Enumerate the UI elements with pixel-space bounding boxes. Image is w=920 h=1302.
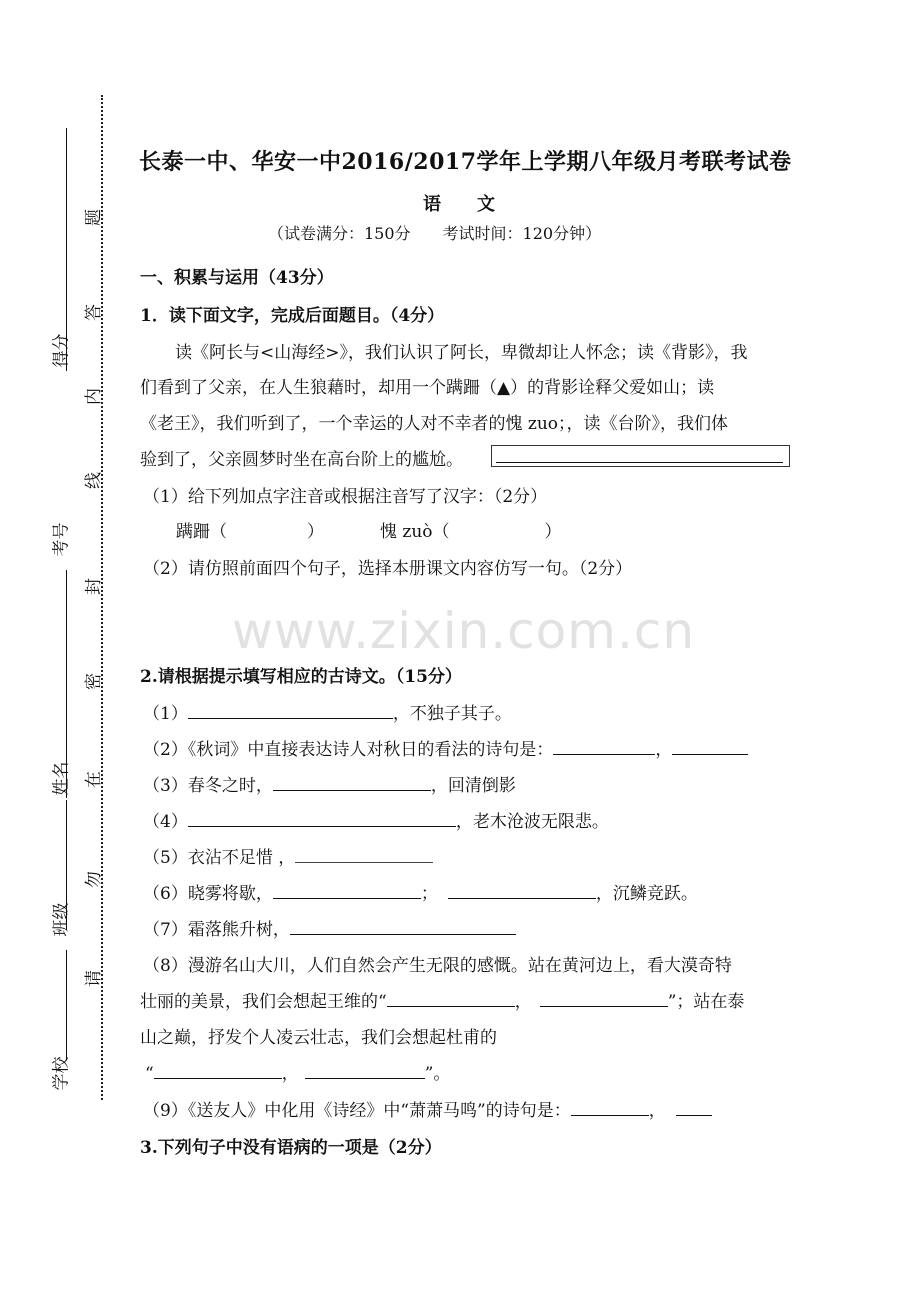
item-text: ，回清倒影 <box>430 776 516 796</box>
answer-blank[interactable] <box>154 1061 282 1079</box>
answer-blank[interactable] <box>540 989 668 1007</box>
question-1-heading: 1．读下面文字，完成后面题目。（4分） <box>140 306 445 326</box>
answer-blank[interactable] <box>290 917 516 935</box>
answer-blank[interactable] <box>188 701 393 719</box>
q2-item-5 <box>143 843 433 868</box>
pinyin-b-label: 愧 zuò（ <box>380 522 450 542</box>
watermark: www.zixin.com.cn <box>232 602 696 660</box>
seal-char: 题 <box>84 209 104 226</box>
answer-blank[interactable] <box>676 1098 712 1116</box>
item-text: ， <box>514 992 532 1012</box>
item-text: ； <box>420 884 438 904</box>
seal-char: 封 <box>84 578 104 595</box>
answer-blank[interactable] <box>571 1098 649 1116</box>
q2-item-2 <box>143 735 748 760</box>
item-text: ，不独子其子。 <box>392 704 512 724</box>
item-text: ”；站在泰 <box>667 992 745 1012</box>
q2-item-7 <box>143 915 516 940</box>
q2-item-3 <box>143 771 516 796</box>
item-text: （5）衣沾不足惜 ， <box>143 848 296 868</box>
answer-blank[interactable] <box>387 989 515 1007</box>
item-text: （2）《秋词》中直接表达诗人对秋日的看法的诗句是： <box>143 740 554 760</box>
seal-char: 密 <box>84 673 104 690</box>
answer-blank[interactable] <box>188 809 456 827</box>
question-3-heading: 3.下列句子中没有语病的一项是（2分） <box>140 1138 442 1158</box>
answer-blank[interactable] <box>305 1061 425 1079</box>
item-text: ，老木沧波无限悲。 <box>455 812 609 832</box>
q1-paragraph-line: 验到了，父亲圆梦时坐在高台阶上的尴尬。 <box>140 450 463 470</box>
q1-sub2: （2）请仿照前面四个句子，选择本册课文内容仿写一句。（2分） <box>143 559 633 579</box>
answer-blank[interactable] <box>672 737 748 755</box>
field-class: 班级 <box>51 902 72 937</box>
q1-paragraph-line: 读《阿长与<山海经>》，我们认识了阿长，卑微却让人怀念；读《背影》，我 <box>175 343 748 363</box>
item-text: （9）《送友人》中化用《诗经》中“萧萧马鸣”的诗句是： <box>143 1101 571 1121</box>
q2-item-6 <box>143 879 698 904</box>
seal-char: 勿 <box>84 871 104 888</box>
q1-sub1: （1）给下列加点字注音或根据注音写了汉字：（2分） <box>143 487 548 507</box>
q1-paragraph-line: 们看到了父亲，在人生狼藉时，却用一个蹒跚（▲）的背影诠释父爱如山；读 <box>140 378 715 398</box>
field-score: 得分 <box>51 333 72 368</box>
question-2-heading: 2.请根据提示填写相应的古诗文。（15分） <box>140 667 462 687</box>
field-name: 姓名 <box>51 761 72 796</box>
item-text: ， <box>655 740 673 760</box>
seal-char: 内 <box>84 388 104 405</box>
item-text: （7）霜落熊升树， <box>143 920 290 940</box>
answer-blank[interactable] <box>273 881 421 899</box>
seal-char: 在 <box>84 771 104 788</box>
seal-char: 答 <box>84 304 104 321</box>
q2-item-9 <box>143 1096 712 1121</box>
q1-paragraph-line: 《老王》，我们听到了，一个幸运的人对不幸者的愧 zuo；，读《台阶》，我们体 <box>140 414 729 434</box>
item-text: （3）春冬之时， <box>143 776 273 796</box>
item-label: （1） <box>143 704 188 724</box>
field-school: 学校 <box>51 1056 72 1091</box>
q2-item-1 <box>143 699 512 724</box>
item-text: 壮丽的美景，我们会想起王维的“ <box>140 992 387 1012</box>
item-label: （4） <box>143 812 188 832</box>
exam-meta: （试卷满分：150分 考试时间：120分钟） <box>268 224 602 243</box>
item-text: ， <box>648 1101 666 1121</box>
binding-dotted-line <box>101 95 103 1100</box>
q2-item-8-line4 <box>145 1059 450 1084</box>
pinyin-a-label: 蹒跚（ <box>176 522 227 542</box>
pinyin-b-close: ） <box>544 522 562 542</box>
q1-pinyin-row <box>176 517 562 542</box>
section-heading: 一、积累与运用（43分） <box>140 268 334 288</box>
exam-title: 长泰一中、华安一中2016/2017学年上学期八年级月考联考试卷 <box>139 149 792 175</box>
item-text: ，沉鳞竞跃。 <box>595 884 698 904</box>
q2-item-8-line2 <box>140 987 744 1012</box>
answer-blank[interactable] <box>448 881 596 899</box>
seal-char: 线 <box>84 472 104 489</box>
item-text: ， <box>281 1064 299 1084</box>
answer-blank[interactable] <box>273 773 431 791</box>
item-text: ”。 <box>424 1064 451 1084</box>
school-line <box>66 950 67 1060</box>
seal-char: 请 <box>84 970 104 987</box>
answer-box[interactable] <box>491 445 790 467</box>
answer-blank[interactable] <box>295 845 433 863</box>
item-text: （6）晓雾将歇， <box>143 884 273 904</box>
q2-item-8-line1: （8）漫游名山大川，人们自然会产生无限的感慨。站在黄河边上，看大漠奇特 <box>143 956 732 976</box>
q2-item-8-line3: 山之巅，抒发个人凌云壮志，我们会想起杜甫的 <box>140 1028 497 1048</box>
item-text: “ <box>145 1064 154 1084</box>
subject-title: 语 文 <box>423 194 495 215</box>
q2-item-4 <box>143 807 609 832</box>
answer-blank[interactable] <box>553 737 655 755</box>
pinyin-a-close: ） <box>307 522 324 542</box>
field-exam-number: 考号 <box>51 522 72 557</box>
